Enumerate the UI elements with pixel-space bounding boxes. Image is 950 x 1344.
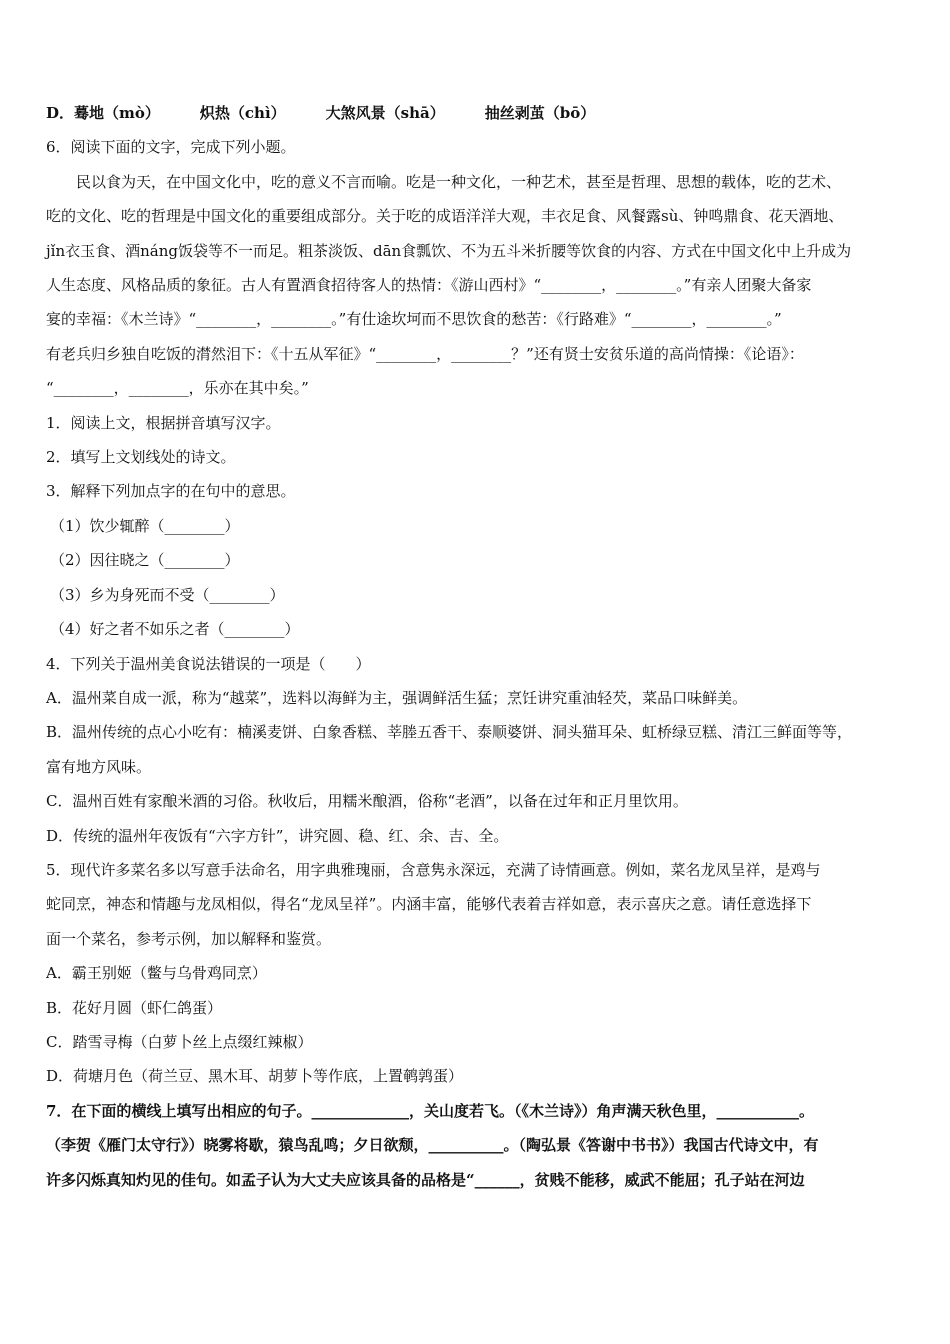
sub-question-5-line: 面一个菜名，参考示例，加以解释和鉴赏。 — [46, 929, 332, 948]
reading-passage — [46, 165, 908, 406]
option-d-line — [46, 96, 908, 130]
sub-question-4-option: C．温州百姓有家酿米酒的习俗。秋收后，用糯米酿酒，俗称“老酒”，以备在过年和正月里饮用。 — [46, 792, 688, 811]
question-6-intro: 6．阅读下面的文字，完成下列小题。 — [46, 138, 296, 157]
question-7-line: （李贺《雁门太守行》）晓雾将歇，猿鸟乱鸣；夕日欲颓，__________。（陶弘景《答谢中书书》）我国古代诗文中，有 — [46, 1136, 819, 1155]
passage-line: jǐn衣玉食、酒náng饭袋等不一而足。粗茶淡饭、dān食瓢饮、不为五斗米折腰等饮食的内容、方式在中国文化中上升成为 — [46, 241, 852, 260]
sub-question-5-option: B．花好月圆（虾仁鸽蛋） — [46, 998, 223, 1017]
passage-line: 民以食为天，在中国文化中，吃的意义不言而喻。吃是一种文化，一种艺术，甚至是哲理、思想的载体，吃的艺术、 — [76, 172, 842, 191]
option-item: 大煞风景（shā） — [325, 104, 445, 122]
sub-question-4-option: 富有地方风味。 — [46, 757, 152, 776]
sub-question-5-line: 5．现代许多菜名多以写意手法命名，用字典雅瑰丽，含意隽永深远，充满了诗情画意。例如，菜名龙凤呈祥，是鸡与 — [46, 860, 821, 879]
passage-line: 吃的文化、吃的哲理是中国文化的重要组成部分。关于吃的成语洋洋大观，丰衣足食、风餐露sù、钟鸣鼎食、花天酒地、 — [46, 207, 844, 226]
sub-question-1: 1．阅读上文，根据拼音填写汉字。 — [46, 413, 281, 432]
option-item: 抽丝剥茧（bō） — [484, 104, 596, 122]
sub-question-5-option: D．荷塘月色（荷兰豆、黑木耳、胡萝卜等作底，上置鹌鹑蛋） — [46, 1067, 464, 1086]
passage-line: 人生态度、风格品质的象征。古人有置酒食招待客人的热情：《游山西村》“________，________。”有亲人团聚大备家 — [46, 276, 812, 295]
option-label: D． — [46, 104, 75, 122]
option-item: 蓦地（mò） — [74, 104, 160, 122]
question-7-line: 许多闪烁真知灼见的佳句。如孟子认为大丈夫应该具备的品格是“______，贫贱不能移，威武不能屈；孔子站在河边 — [46, 1170, 805, 1189]
passage-line: 宴的幸福：《木兰诗》“________，________。”有仕途坎坷而不思饮食的愁苦：《行路难》“________，________。” — [46, 310, 782, 329]
passage-line: 有老兵归乡独自吃饭的潸然泪下：《十五从军征》“________，________？”还有贤士安贫乐道的高尚情操：《论语》： — [46, 344, 804, 363]
sub-question-3-item: （3）乡为身死而不受（________） — [50, 585, 285, 604]
passage-line: “________，________，乐亦在其中矣。” — [46, 379, 309, 398]
sub-question-3-item: （4）好之者不如乐之者（________） — [50, 620, 300, 639]
sub-question-5-line: 蛇同烹，神态和情趣与龙凤相似，得名“龙凤呈祥”。内涵丰富，能够代表着吉祥如意，表示喜庆之意。请任意选择下 — [46, 895, 812, 914]
sub-question-5-option: C．踏雪寻梅（白萝卜丝上点缀红辣椒） — [46, 1032, 313, 1051]
sub-question-3: 3．解释下列加点字的在句中的意思。 — [46, 482, 296, 501]
option-item: 炽热（chì） — [199, 104, 286, 122]
sub-question-5-option: A．霸王别姬（鳖与乌骨鸡同烹） — [46, 964, 267, 983]
sub-question-4: 4．下列关于温州美食说法错误的一项是（ ） — [46, 654, 371, 673]
sub-question-3-item: （2）因往晓之（________） — [50, 551, 240, 570]
sub-question-4-option: D．传统的温州年夜饭有“六字方针”，讲究圆、稳、红、余、吉、全。 — [46, 826, 509, 845]
document-page — [46, 96, 908, 1197]
sub-question-4-option: A．温州菜自成一派，称为“越菜”，选料以海鲜为主，强调鲜活生猛；烹饪讲究重油轻芡，菜品口味鲜美。 — [46, 688, 748, 707]
question-7-line: 7．在下面的横线上填写出相应的句子。_____________，关山度若飞。（《木兰诗》）角声满天秋色里，___________。 — [46, 1101, 814, 1120]
sub-question-4-option: B．温州传统的点心小吃有：楠溪麦饼、白象香糕、莘塍五香干、泰顺婆饼、洞头猫耳朵、虹桥绿豆糕、清江三鲜面等等， — [46, 723, 853, 742]
sub-question-2: 2．填写上文划线处的诗文。 — [46, 448, 236, 467]
sub-question-3-item: （1）饮少辄醉（________） — [50, 516, 240, 535]
